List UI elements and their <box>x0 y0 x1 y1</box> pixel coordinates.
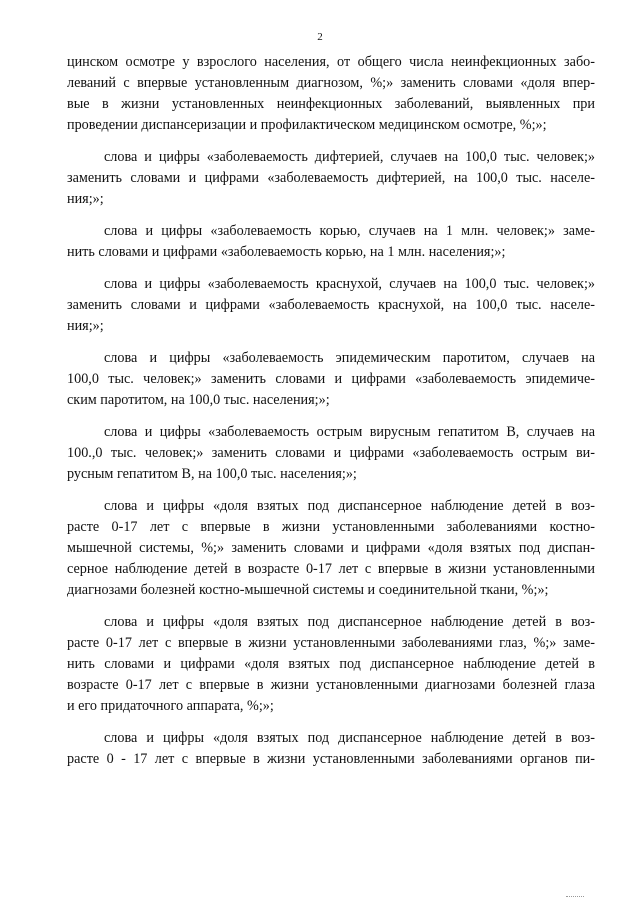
text-line: серное наблюдение детей в возрасте 0-17 лет с впервые в жизни установленными <box>67 561 595 577</box>
text-line: слова и цифры «доля взятых под диспансерное наблюдение детей в воз- <box>104 730 595 746</box>
text-line: расте 0-17 лет с впервые в жизни установленными заболеваниями костно- <box>67 519 595 535</box>
text-line: цинском осмотре у взрослого населения, от общего числа неинфекционных забо- <box>67 54 595 70</box>
text-line: ния;»; <box>67 318 104 334</box>
text-line: леваний с впервые установленным диагнозом, %;» заменить словами «доля впер- <box>67 75 595 91</box>
text-line: слова и цифры «заболеваемость острым вирусным гепатитом В, случаев на <box>104 424 595 440</box>
paragraph <box>67 52 595 136</box>
paragraph <box>67 422 595 485</box>
text-line: русным гепатитом В, на 100,0 тыс. населения;»; <box>67 466 357 482</box>
text-line: возрасте 0-17 лет с впервые в жизни установленными диагнозами болезней глаза <box>67 677 595 693</box>
text-line: нить словами и цифрами «доля взятых под диспансерное наблюдение детей в <box>67 656 595 672</box>
text-line: мышечной системы, %;» заменить словами и цифрами «доля взятых под диспан- <box>67 540 595 556</box>
paragraph <box>67 274 595 337</box>
scan-artifact <box>566 896 584 900</box>
text-line: ским паротитом, на 100,0 тыс. населения;»; <box>67 392 330 408</box>
text-line: расте 0-17 лет с впервые в жизни установленными заболеваниями глаз, %;» заме- <box>67 635 595 651</box>
paragraph <box>67 728 595 770</box>
text-line: диагнозами болезней костно-мышечной системы и соединительной ткани, %;»; <box>67 582 549 598</box>
text-line: проведении диспансеризации и профилактическом медицинском осмотре, %;»; <box>67 117 547 133</box>
paragraph <box>67 612 595 717</box>
paragraph <box>67 496 595 601</box>
text-line: и его придаточного аппарата, %;»; <box>67 698 274 714</box>
paragraph <box>67 348 595 411</box>
text-line: 100.,0 тыс. человек;» заменить словами и цифрами «заболеваемость острым ви- <box>67 445 595 461</box>
text-line: слова и цифры «заболеваемость дифтерией, случаев на 100,0 тыс. человек;» <box>104 149 595 165</box>
text-line: 100,0 тыс. человек;» заменить словами и цифрами «заболеваемость эпидемиче- <box>67 371 595 387</box>
text-line: вые в жизни установленных неинфекционных заболеваний, выявленных при <box>67 96 595 112</box>
text-line: заменить словами и цифрами «заболеваемость краснухой, на 100,0 тыс. населе- <box>67 297 595 313</box>
paragraph <box>67 221 595 263</box>
text-line: слова и цифры «заболеваемость эпидемическим паротитом, случаев на <box>104 350 595 366</box>
text-line: слова и цифры «доля взятых под диспансерное наблюдение детей в воз- <box>104 614 595 630</box>
text-line: расте 0 - 17 лет с впервые в жизни установленными заболеваниями органов пи- <box>67 751 595 767</box>
text-line: слова и цифры «заболеваемость краснухой, случаев на 100,0 тыс. человек;» <box>104 276 595 292</box>
text-line: ния;»; <box>67 191 104 207</box>
text-line: нить словами и цифрами «заболеваемость корью, на 1 млн. населения;»; <box>67 244 506 260</box>
text-line: слова и цифры «доля взятых под диспансерное наблюдение детей в воз- <box>104 498 595 514</box>
text-line: слова и цифры «заболеваемость корью, случаев на 1 млн. человек;» заме- <box>104 223 595 239</box>
page-number: 2 <box>317 31 323 43</box>
document-body <box>67 52 595 770</box>
paragraph <box>67 147 595 210</box>
text-line: заменить словами и цифрами «заболеваемость дифтерией, на 100,0 тыс. населе- <box>67 170 595 186</box>
